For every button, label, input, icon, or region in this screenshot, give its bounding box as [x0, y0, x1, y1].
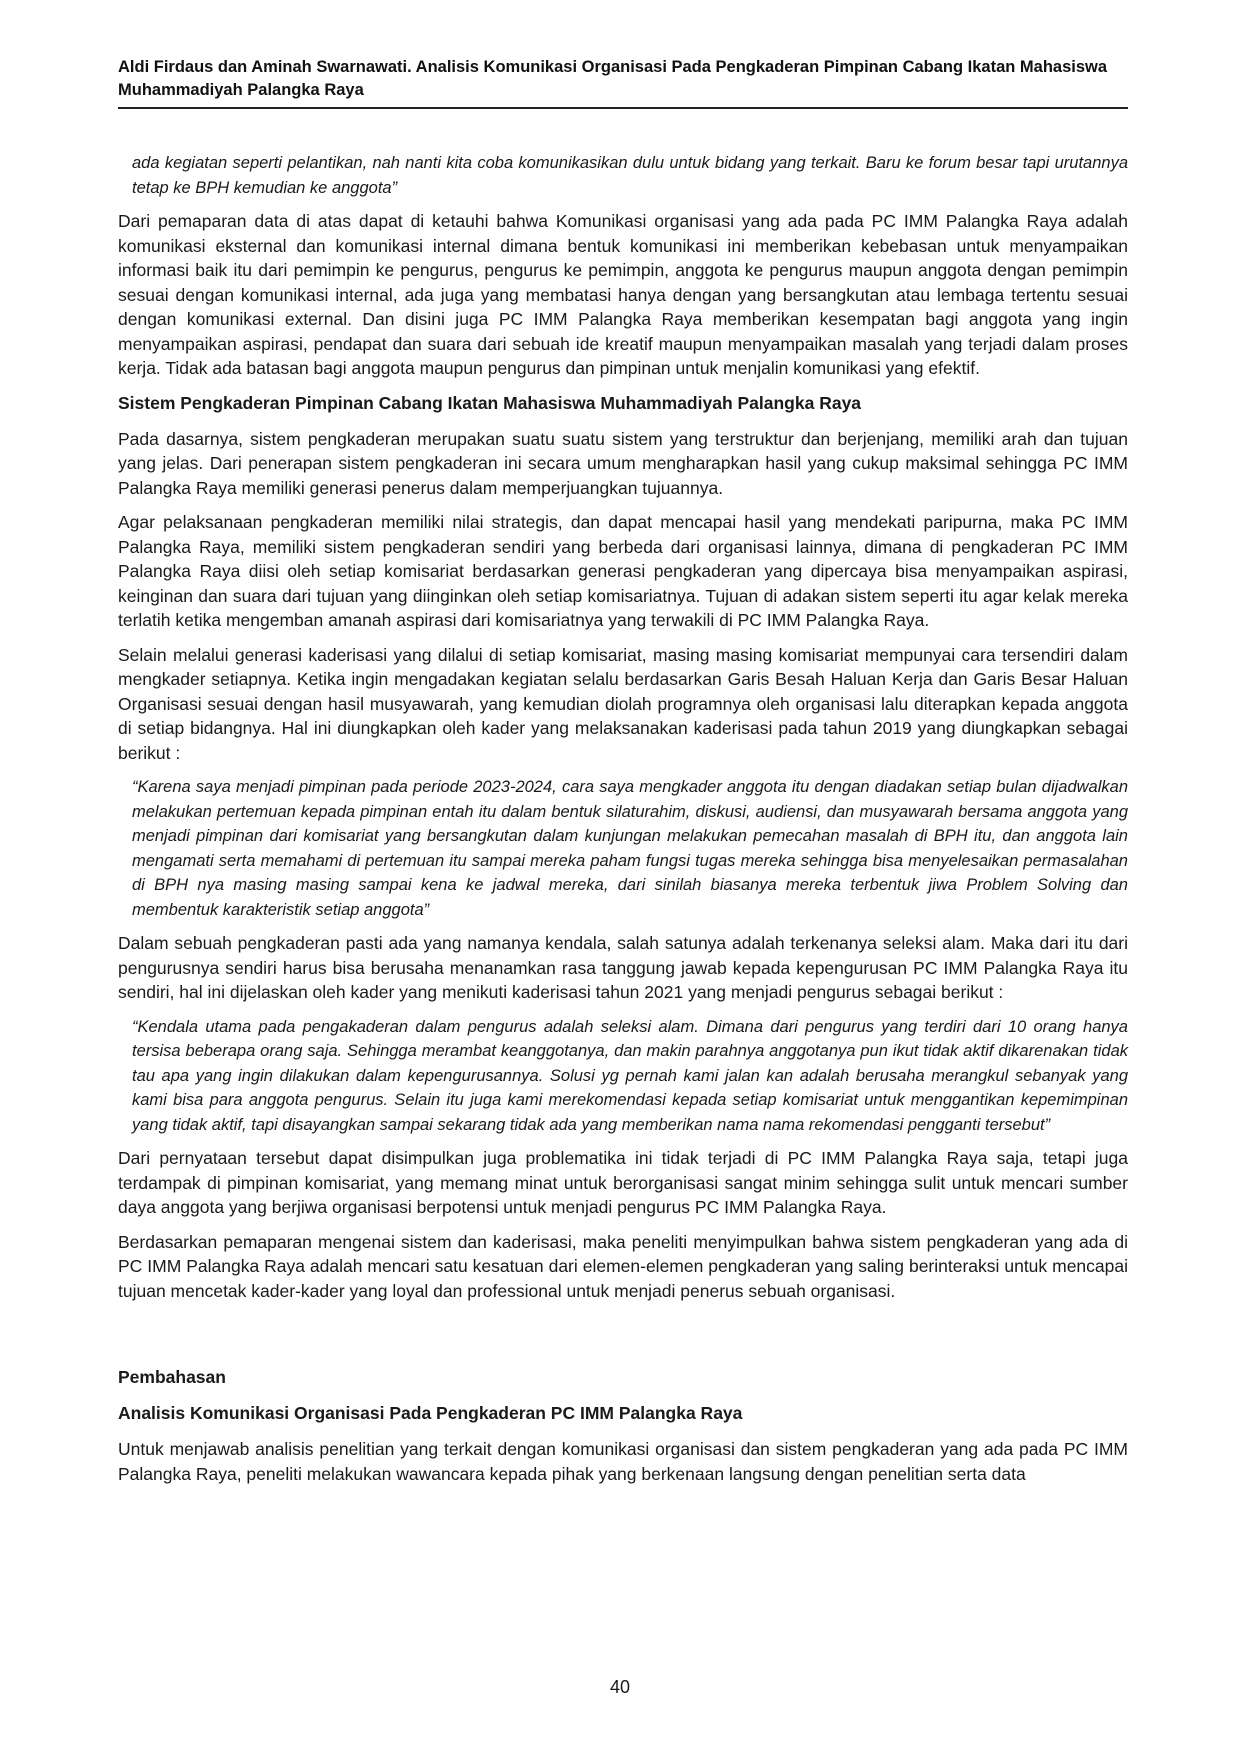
body-paragraph: Dari pernyataan tersebut dapat disimpulkan juga problematika ini tidak terjadi di PC IMM Palangka Raya saja, tetapi juga terdampak di pimpinan komisariat, yang memang minat untuk berorganisasi sangat minim sehingga sulit untuk mencari sumber daya anggota yang berjiwa organisasi berpotensi untuk menjadi pengurus PC IMM Palangka Raya.: [118, 1148, 1128, 1217]
section-heading: Pembahasan: [118, 1367, 226, 1387]
page-number: 40: [609, 1677, 631, 1697]
body-paragraph: Untuk menjawab analisis penelitian yang terkait dengan komunikasi organisasi dan sistem pengkaderan yang ada pada PC IMM Palangka Raya, peneliti melakukan wawancara kepada pihak yang berkenaan langsung dengan penelitian serta data: [118, 1439, 1128, 1484]
body-paragraph: Berdasarkan pemaparan mengenai sistem dan kaderisasi, maka peneliti menyimpulkan bahwa sistem pengkaderan yang ada di PC IMM Palangka Raya adalah mencari satu kesatuan dari elemen-elemen pengkaderan yang saling berinteraksi untuk mencapai tujuan mencetak kader-kader yang loyal dan professional untuk menjadi penerus sebuah organisasi.: [118, 1231, 1128, 1301]
body-paragraph: Selain melalui generasi kaderisasi yang dilalui di setiap komisariat, masing masing komisariat mempunyai cara tersendiri dalam mengkader setiapnya. Ketika ingin mengadakan kegiatan selalu berdasarkan Garis Besah Haluan Kerja dan Garis Besar Haluan Organisasi sesuai dengan hasil musyawarah, yang kemudian diolah programnya oleh organisasi lalu diterapkan kepada anggota di setiap bidangnya. Hal ini diungkapkan oleh kader yang melaksanakan kaderisasi pada tahun 2019 yang diungkapkan sebagai berikut :: [118, 644, 1128, 763]
interview-quote: “Karena saya menjadi pimpinan pada periode 2023-2024, cara saya mengkader anggota itu dengan diadakan setiap bulan dijadwalkan melakukan pertemuan kepada pimpinan entah itu dalam bentuk silaturahim, diskusi, audiensi, dan musyawarah bersama anggota yang menjadi pimpinan dari komisariat yang bersangkutan dalam kunjungan melakukan pemecahan masalah di BPH itu, dan anggota lain mengamati serta memahami di pertemuan itu sampai mereka paham fungsi tugas mereka sehingga bisa menyelesaikan permasalahan di BPH nya masing masing sampai kena ke jadwal mereka, dari sinilah biasanya mereka terbentuk jiwa Problem Solving dan membentuk karakteristik setiap anggota”: [132, 778, 1128, 919]
body-paragraph: Agar pelaksanaan pengkaderan memiliki nilai strategis, dan dapat mencapai hasil yang mendekati paripurna, maka PC IMM Palangka Raya, memiliki sistem pengkaderan sendiri yang berbeda dari organisasi lainnya, dimana di pengkaderan PC IMM Palangka Raya diisi oleh setiap komisariat berdasarkan generasi pengkaderan yang dipercaya bisa menyampaikan aspirasi, keinginan dan suara dari tujuan yang diinginkan oleh setiap komisariatnya. Tujuan di adakan sistem seperti itu agar kelak mereka terlatih ketika mengemban amanah aspirasi dari komisariatnya yang terwakili di PC IMM Palangka Raya.: [118, 512, 1128, 630]
body-paragraph: Dalam sebuah pengkaderan pasti ada yang namanya kendala, salah satunya adalah terkenanya seleksi alam. Maka dari itu dari pengurusnya sendiri harus bisa berusaha menanamkan rasa tanggung jawab kepada kepengurusan PC IMM Palangka Raya itu sendiri, hal ini dijelaskan oleh kader yang menikuti kaderisasi tahun 2021 yang menjadi pengurus sebagai berikut :: [118, 933, 1128, 1002]
body-paragraph: Dari pemaparan data di atas dapat di ketauhi bahwa Komunikasi organisasi yang ada pada PC IMM Palangka Raya adalah komunikasi eksternal dan komunikasi internal dimana bentuk komunikasi ini memberikan kebebasan untuk menyampaikan informasi baik itu dari pemimpin ke pengurus, pengurus ke pemimpin, anggota ke pengurus maupun anggota dengan pemimpin sesuai dengan komunikasi internal, ada juga yang membatasi hanya dengan yang bersangkutan atau lembaga tertentu sesuai dengan komunikasi external. Dan disini juga PC IMM Palangka Raya memberikan kesempatan bagi anggota yang ingin menyampaikan aspirasi, pendapat dan suara dari sebuah ide kreatif maupun menyampaikan masalah yang terjadi dalam proses kerja. Tidak ada batasan bagi anggota maupun pengurus dan pimpinan untuk menjalin komunikasi yang efektif.: [118, 211, 1128, 378]
running-header: Aldi Firdaus dan Aminah Swarnawati. Analisis Komunikasi Organisasi Pada Pengkaderan Pimpinan Cabang Ikatan Mahasiswa Muhammadiyah Palangka Raya: [118, 56, 1128, 109]
subsection-heading: Analisis Komunikasi Organisasi Pada Pengkaderan PC IMM Palangka Raya: [118, 1403, 743, 1423]
interview-quote: ada kegiatan seperti pelantikan, nah nanti kita coba komunikasikan dulu untuk bidang yang terkait. Baru ke forum besar tapi urutannya tetap ke BPH kemudian ke anggota”: [132, 154, 1128, 197]
journal-page: [118, 56, 1128, 1496]
section-heading: Sistem Pengkaderan Pimpinan Cabang Ikatan Mahasiswa Muhammadiyah Palangka Raya: [118, 392, 862, 413]
body-paragraph: Pada dasarnya, sistem pengkaderan merupakan suatu suatu sistem yang terstruktur dan berjenjang, memiliki arah dan tujuan yang jelas. Dari penerapan sistem pengkaderan ini secara umum mengharapkan hasil yang cukup maksimal sehingga PC IMM Palangka Raya memiliki generasi penerus dalam memperjuangkan tujuannya.: [118, 428, 1128, 498]
interview-quote: “Kendala utama pada pengakaderan dalam pengurus adalah seleksi alam. Dimana dari pengurus yang terdiri dari 10 orang hanya tersisa beberapa orang saja. Sehingga merambat keanggotanya, dan makin parahnya anggotanya pun ikut tidak aktif dikarenakan tidak tau apa yang ingin dilakukan dalam kepengurusannya. Solusi yg pernah kami jalan kan adalah berusaha merangkul sebanyak yang kami bisa para anggota pengurus. Selain itu juga kami merekomendasi kepada setiap komisariat untuk menggantikan kepemimpinan yang tidak aktif, tapi disayangkan sampai sekarang tidak ada yang memberikan nama nama rekomendasi pengganti tersebut”: [132, 1017, 1128, 1134]
